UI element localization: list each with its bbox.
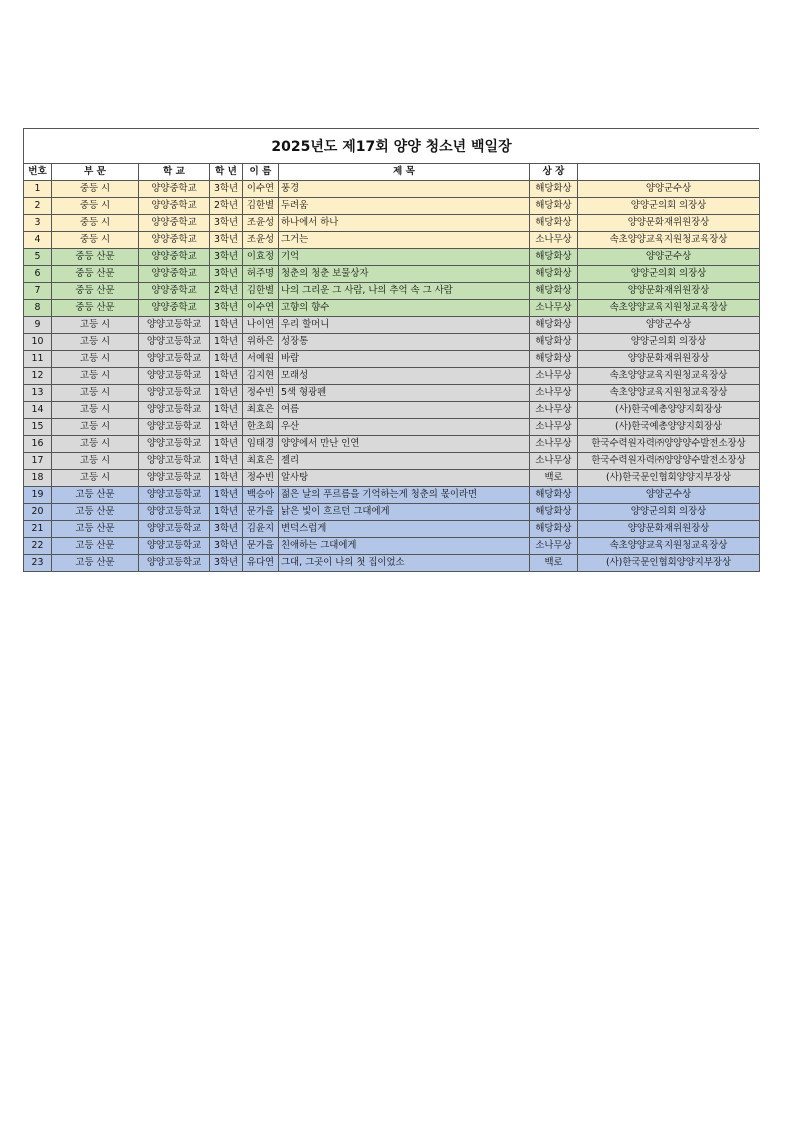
table-row — [24, 198, 760, 215]
cell-prize: 해당화상 — [530, 487, 578, 504]
cell-division: 고등 시 — [52, 419, 139, 436]
cell-prize: 해당화상 — [530, 249, 578, 266]
cell-prize: 해당화상 — [530, 521, 578, 538]
cell-awarder: 양양문화재위원장상 — [578, 521, 760, 538]
cell-name: 최효은 — [243, 402, 279, 419]
cell-name: 정수빈 — [243, 385, 279, 402]
cell-division: 중등 시 — [52, 232, 139, 249]
award-sheet — [23, 128, 759, 572]
cell-school: 양양고등학교 — [139, 419, 210, 436]
cell-school: 양양중학교 — [139, 249, 210, 266]
cell-grade: 2학년 — [210, 198, 243, 215]
cell-prize: 해당화상 — [530, 198, 578, 215]
cell-no: 9 — [24, 317, 52, 334]
cell-work-title: 변덕스럽게 — [279, 521, 530, 538]
cell-name: 허주명 — [243, 266, 279, 283]
cell-name: 조윤성 — [243, 232, 279, 249]
cell-name: 조윤성 — [243, 215, 279, 232]
table-row — [24, 436, 760, 453]
award-table-body — [24, 181, 760, 572]
table-row — [24, 419, 760, 436]
cell-work-title: 5색 형광펜 — [279, 385, 530, 402]
cell-name: 문가을 — [243, 504, 279, 521]
award-table — [23, 163, 760, 572]
cell-awarder: 양양문화재위원장상 — [578, 215, 760, 232]
cell-division: 중등 시 — [52, 198, 139, 215]
cell-no: 20 — [24, 504, 52, 521]
cell-division: 고등 시 — [52, 470, 139, 487]
cell-no: 2 — [24, 198, 52, 215]
cell-prize: 소나무상 — [530, 232, 578, 249]
cell-awarder: 양양군수상 — [578, 249, 760, 266]
cell-no: 14 — [24, 402, 52, 419]
cell-no: 1 — [24, 181, 52, 198]
table-row — [24, 232, 760, 249]
cell-prize: 소나무상 — [530, 419, 578, 436]
cell-no: 6 — [24, 266, 52, 283]
table-row — [24, 351, 760, 368]
cell-awarder: 양양문화재위원장상 — [578, 351, 760, 368]
cell-division: 고등 시 — [52, 453, 139, 470]
cell-work-title: 기억 — [279, 249, 530, 266]
header-division: 부 문 — [52, 164, 139, 181]
cell-grade: 1학년 — [210, 334, 243, 351]
cell-grade: 3학년 — [210, 215, 243, 232]
cell-no: 16 — [24, 436, 52, 453]
cell-prize: 백로 — [530, 470, 578, 487]
cell-work-title: 그거는 — [279, 232, 530, 249]
cell-prize: 소나무상 — [530, 368, 578, 385]
cell-school: 양양고등학교 — [139, 402, 210, 419]
cell-name: 김지현 — [243, 368, 279, 385]
cell-name: 서예원 — [243, 351, 279, 368]
cell-work-title: 풍경 — [279, 181, 530, 198]
cell-work-title: 고향의 향수 — [279, 300, 530, 317]
cell-division: 중등 산문 — [52, 249, 139, 266]
table-row — [24, 402, 760, 419]
cell-name: 김한별 — [243, 283, 279, 300]
cell-name: 최효은 — [243, 453, 279, 470]
cell-awarder: 양양군의회 의장상 — [578, 198, 760, 215]
cell-work-title: 나의 그리운 그 사람, 나의 추억 속 그 사람 — [279, 283, 530, 300]
cell-division: 고등 산문 — [52, 487, 139, 504]
header-grade: 학 년 — [210, 164, 243, 181]
header-school: 학 교 — [139, 164, 210, 181]
cell-school: 양양중학교 — [139, 266, 210, 283]
cell-prize: 소나무상 — [530, 402, 578, 419]
table-row — [24, 249, 760, 266]
cell-no: 8 — [24, 300, 52, 317]
cell-awarder: 속초양양교육지원청교육장상 — [578, 368, 760, 385]
cell-awarder: 양양군의회 의장상 — [578, 266, 760, 283]
cell-grade: 3학년 — [210, 181, 243, 198]
cell-grade: 1학년 — [210, 504, 243, 521]
cell-division: 중등 시 — [52, 181, 139, 198]
cell-work-title: 알사탕 — [279, 470, 530, 487]
header-work-title: 제 목 — [279, 164, 530, 181]
cell-no: 17 — [24, 453, 52, 470]
cell-no: 18 — [24, 470, 52, 487]
cell-awarder: 속초양양교육지원청교육장상 — [578, 232, 760, 249]
cell-division: 고등 시 — [52, 351, 139, 368]
cell-school: 양양고등학교 — [139, 521, 210, 538]
table-row — [24, 453, 760, 470]
cell-name: 위하은 — [243, 334, 279, 351]
cell-work-title: 젤리 — [279, 453, 530, 470]
table-row — [24, 215, 760, 232]
cell-name: 김한별 — [243, 198, 279, 215]
cell-division: 중등 시 — [52, 215, 139, 232]
cell-name: 이수연 — [243, 181, 279, 198]
cell-division: 고등 시 — [52, 385, 139, 402]
cell-school: 양양고등학교 — [139, 504, 210, 521]
cell-grade: 2학년 — [210, 283, 243, 300]
cell-awarder: (사)한국예총양양지회장상 — [578, 419, 760, 436]
cell-division: 고등 산문 — [52, 555, 139, 572]
cell-grade: 1학년 — [210, 368, 243, 385]
cell-name: 이수연 — [243, 300, 279, 317]
cell-school: 양양고등학교 — [139, 487, 210, 504]
header-prize: 상 장 — [530, 164, 578, 181]
cell-prize: 해당화상 — [530, 334, 578, 351]
cell-school: 양양중학교 — [139, 181, 210, 198]
table-row — [24, 368, 760, 385]
cell-division: 중등 산문 — [52, 300, 139, 317]
cell-awarder: 속초양양교육지원청교육장상 — [578, 385, 760, 402]
cell-no: 7 — [24, 283, 52, 300]
cell-name: 정수빈 — [243, 470, 279, 487]
cell-division: 중등 산문 — [52, 283, 139, 300]
cell-no: 4 — [24, 232, 52, 249]
table-row — [24, 470, 760, 487]
header-name: 이 름 — [243, 164, 279, 181]
cell-division: 고등 산문 — [52, 538, 139, 555]
table-row — [24, 521, 760, 538]
cell-awarder: 양양문화재위원장상 — [578, 283, 760, 300]
sheet-title: 2025년도 제17회 양양 청소년 백일장 — [23, 128, 759, 163]
cell-grade: 1학년 — [210, 487, 243, 504]
cell-name: 백승아 — [243, 487, 279, 504]
header-no: 번호 — [24, 164, 52, 181]
cell-prize: 해당화상 — [530, 351, 578, 368]
cell-prize: 해당화상 — [530, 215, 578, 232]
cell-awarder: (사)한국문인협회양양지부장상 — [578, 470, 760, 487]
cell-school: 양양고등학교 — [139, 436, 210, 453]
cell-school: 양양중학교 — [139, 198, 210, 215]
cell-school: 양양고등학교 — [139, 453, 210, 470]
cell-work-title: 바람 — [279, 351, 530, 368]
cell-awarder: 양양군수상 — [578, 181, 760, 198]
cell-awarder: 한국수력원자력㈜양양양수발전소장상 — [578, 453, 760, 470]
cell-division: 고등 산문 — [52, 521, 139, 538]
table-row — [24, 266, 760, 283]
cell-no: 15 — [24, 419, 52, 436]
cell-prize: 해당화상 — [530, 504, 578, 521]
cell-awarder: 속초양양교육지원청교육장상 — [578, 300, 760, 317]
cell-school: 양양중학교 — [139, 300, 210, 317]
cell-school: 양양고등학교 — [139, 385, 210, 402]
cell-no: 21 — [24, 521, 52, 538]
cell-division: 중등 산문 — [52, 266, 139, 283]
cell-awarder: 한국수력원자력㈜양양양수발전소장상 — [578, 436, 760, 453]
cell-no: 5 — [24, 249, 52, 266]
cell-no: 10 — [24, 334, 52, 351]
table-row — [24, 385, 760, 402]
header-row — [24, 164, 760, 181]
cell-grade: 3학년 — [210, 266, 243, 283]
cell-work-title: 친애하는 그대에게 — [279, 538, 530, 555]
cell-prize: 소나무상 — [530, 385, 578, 402]
cell-grade: 1학년 — [210, 470, 243, 487]
cell-school: 양양고등학교 — [139, 351, 210, 368]
cell-school: 양양고등학교 — [139, 334, 210, 351]
cell-division: 고등 시 — [52, 402, 139, 419]
table-row — [24, 538, 760, 555]
cell-school: 양양중학교 — [139, 283, 210, 300]
table-row — [24, 317, 760, 334]
cell-school: 양양고등학교 — [139, 470, 210, 487]
cell-school: 양양고등학교 — [139, 555, 210, 572]
cell-prize: 해당화상 — [530, 266, 578, 283]
cell-school: 양양고등학교 — [139, 317, 210, 334]
cell-grade: 3학년 — [210, 555, 243, 572]
cell-awarder: 속초양양교육지원청교육장상 — [578, 538, 760, 555]
cell-division: 고등 시 — [52, 436, 139, 453]
cell-grade: 1학년 — [210, 402, 243, 419]
cell-awarder: 양양군의회 의장상 — [578, 334, 760, 351]
cell-division: 고등 시 — [52, 368, 139, 385]
table-row — [24, 334, 760, 351]
table-row — [24, 487, 760, 504]
cell-grade: 3학년 — [210, 521, 243, 538]
cell-awarder: 양양군수상 — [578, 487, 760, 504]
cell-awarder: 양양군의회 의장상 — [578, 504, 760, 521]
cell-no: 22 — [24, 538, 52, 555]
cell-prize: 소나무상 — [530, 538, 578, 555]
cell-no: 19 — [24, 487, 52, 504]
cell-grade: 1학년 — [210, 385, 243, 402]
cell-division: 고등 시 — [52, 317, 139, 334]
cell-prize: 백로 — [530, 555, 578, 572]
cell-name: 문가을 — [243, 538, 279, 555]
cell-grade: 3학년 — [210, 300, 243, 317]
cell-no: 11 — [24, 351, 52, 368]
cell-prize: 해당화상 — [530, 317, 578, 334]
cell-grade: 1학년 — [210, 317, 243, 334]
cell-no: 23 — [24, 555, 52, 572]
cell-name: 김윤지 — [243, 521, 279, 538]
cell-work-title: 성장통 — [279, 334, 530, 351]
cell-prize: 소나무상 — [530, 453, 578, 470]
cell-grade: 3학년 — [210, 232, 243, 249]
header-awarder — [578, 164, 760, 181]
cell-prize: 소나무상 — [530, 300, 578, 317]
table-row — [24, 300, 760, 317]
cell-work-title: 양양에서 만난 인연 — [279, 436, 530, 453]
cell-awarder: (사)한국예총양양지회장상 — [578, 402, 760, 419]
cell-work-title: 우리 할머니 — [279, 317, 530, 334]
cell-work-title: 두려움 — [279, 198, 530, 215]
cell-grade: 3학년 — [210, 249, 243, 266]
cell-school: 양양중학교 — [139, 215, 210, 232]
table-row — [24, 555, 760, 572]
cell-work-title: 젊은 날의 푸르름을 기억하는게 청춘의 몫이라면 — [279, 487, 530, 504]
cell-grade: 1학년 — [210, 351, 243, 368]
cell-grade: 3학년 — [210, 538, 243, 555]
cell-name: 이효정 — [243, 249, 279, 266]
cell-work-title: 하나에서 하나 — [279, 215, 530, 232]
cell-division: 고등 산문 — [52, 504, 139, 521]
cell-grade: 1학년 — [210, 419, 243, 436]
cell-prize: 소나무상 — [530, 436, 578, 453]
cell-name: 임태경 — [243, 436, 279, 453]
cell-prize: 해당화상 — [530, 181, 578, 198]
cell-work-title: 우산 — [279, 419, 530, 436]
table-row — [24, 181, 760, 198]
cell-division: 고등 시 — [52, 334, 139, 351]
cell-awarder: 양양군수상 — [578, 317, 760, 334]
cell-work-title: 모래성 — [279, 368, 530, 385]
cell-name: 한초희 — [243, 419, 279, 436]
cell-school: 양양중학교 — [139, 232, 210, 249]
table-row — [24, 283, 760, 300]
cell-work-title: 그대, 그곳이 나의 첫 집이었소 — [279, 555, 530, 572]
cell-no: 13 — [24, 385, 52, 402]
cell-name: 유다연 — [243, 555, 279, 572]
cell-prize: 해당화상 — [530, 283, 578, 300]
table-row — [24, 504, 760, 521]
cell-grade: 1학년 — [210, 453, 243, 470]
cell-work-title: 여름 — [279, 402, 530, 419]
cell-no: 12 — [24, 368, 52, 385]
cell-school: 양양고등학교 — [139, 538, 210, 555]
cell-school: 양양고등학교 — [139, 368, 210, 385]
cell-awarder: (사)한국문인협회양양지부장상 — [578, 555, 760, 572]
cell-work-title: 청춘의 청춘 보물상자 — [279, 266, 530, 283]
cell-work-title: 낡은 빛이 흐르던 그대에게 — [279, 504, 530, 521]
cell-name: 나이연 — [243, 317, 279, 334]
cell-no: 3 — [24, 215, 52, 232]
cell-grade: 1학년 — [210, 436, 243, 453]
